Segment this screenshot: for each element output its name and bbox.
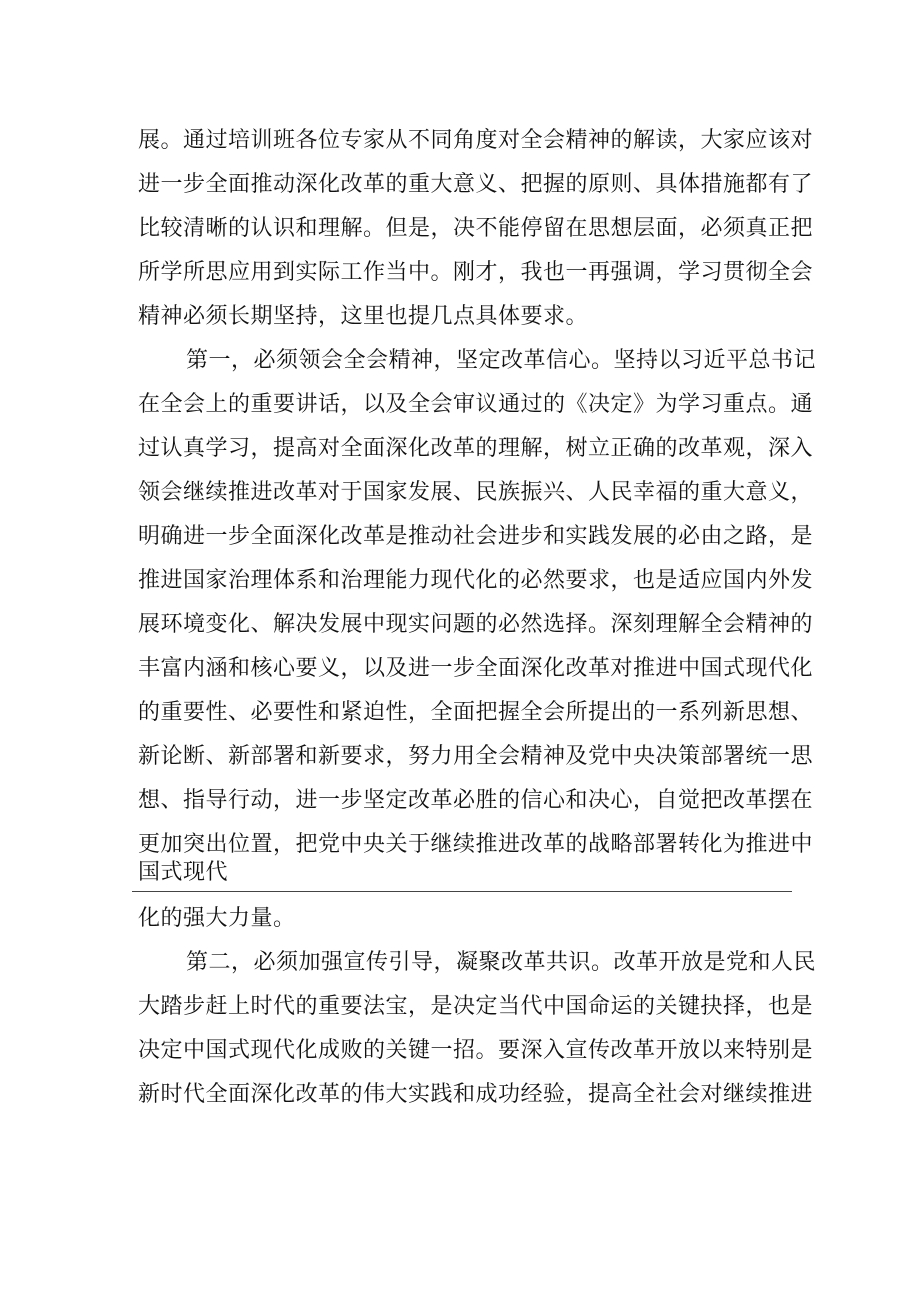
paragraph-line: 新论断、新部署和新要求，努力用全会精神及党中央决策部署统一思	[138, 744, 814, 769]
paragraph-line: 化的强大力量。	[138, 906, 296, 931]
paragraph-line: 第二，必须加强宣传引导，凝聚改革共识。改革开放是党和人民	[186, 950, 817, 975]
paragraph-line: 更加突出位置，把党中央关于继续推进改革的战略部署转化为推进中	[138, 832, 814, 857]
paragraph-line: 所学所思应用到实际工作当中。刚才，我也一再强调，学习贯彻全会	[138, 260, 814, 285]
paragraph-line: 比较清晰的认识和理解。但是，决不能停留在思想层面，必须真正把	[138, 216, 814, 241]
paragraph-line: 精神必须长期坚持，这里也提几点具体要求。	[138, 304, 589, 329]
paragraph-line: 想、指导行动，进一步坚定改革必胜的信心和决心，自觉把改革摆在	[138, 788, 814, 813]
paragraph-line: 进一步全面推动深化改革的重大意义、把握的原则、具体措施都有了	[138, 172, 814, 197]
paragraph-line: 丰富内涵和核心要义，以及进一步全面深化改革对推进中国式现代化	[138, 656, 814, 681]
paragraph-line: 大踏步赶上时代的重要法宝，是决定当代中国命运的关键抉择，也是	[138, 994, 814, 1019]
paragraph-line: 的重要性、必要性和紧迫性，全面把握全会所提出的一系列新思想、	[138, 700, 814, 725]
paragraph-line: 决定中国式现代化成败的关键一招。要深入宣传改革开放以来特别是	[138, 1038, 814, 1063]
paragraph-line: 展环境变化、解决发展中现实问题的必然选择。深刻理解全会精神的	[138, 612, 814, 637]
paragraph-line: 领会继续推进改革对于国家发展、民族振兴、人民幸福的重大意义，	[138, 480, 814, 505]
paragraph-line: 国式现代	[138, 860, 229, 885]
paragraph-line: 第一，必须领会全会精神，坚定改革信心。坚持以习近平总书记	[186, 348, 817, 373]
section-divider	[132, 891, 792, 892]
paragraph-line: 明确进一步全面深化改革是推动社会进步和实践发展的必由之路，是	[138, 524, 814, 549]
paragraph-line: 在全会上的重要讲话，以及全会审议通过的《决定》为学习重点。通	[138, 392, 814, 417]
paragraph-line: 推进国家治理体系和治理能力现代化的必然要求，也是适应国内外发	[138, 568, 814, 593]
paragraph-line: 过认真学习，提高对全面深化改革的理解，树立正确的改革观，深入	[138, 436, 814, 461]
paragraph-line: 新时代全面深化改革的伟大实践和成功经验，提高全社会对继续推进	[138, 1082, 814, 1107]
paragraph-line: 展。通过培训班各位专家从不同角度对全会精神的解读，大家应该对	[138, 128, 814, 153]
